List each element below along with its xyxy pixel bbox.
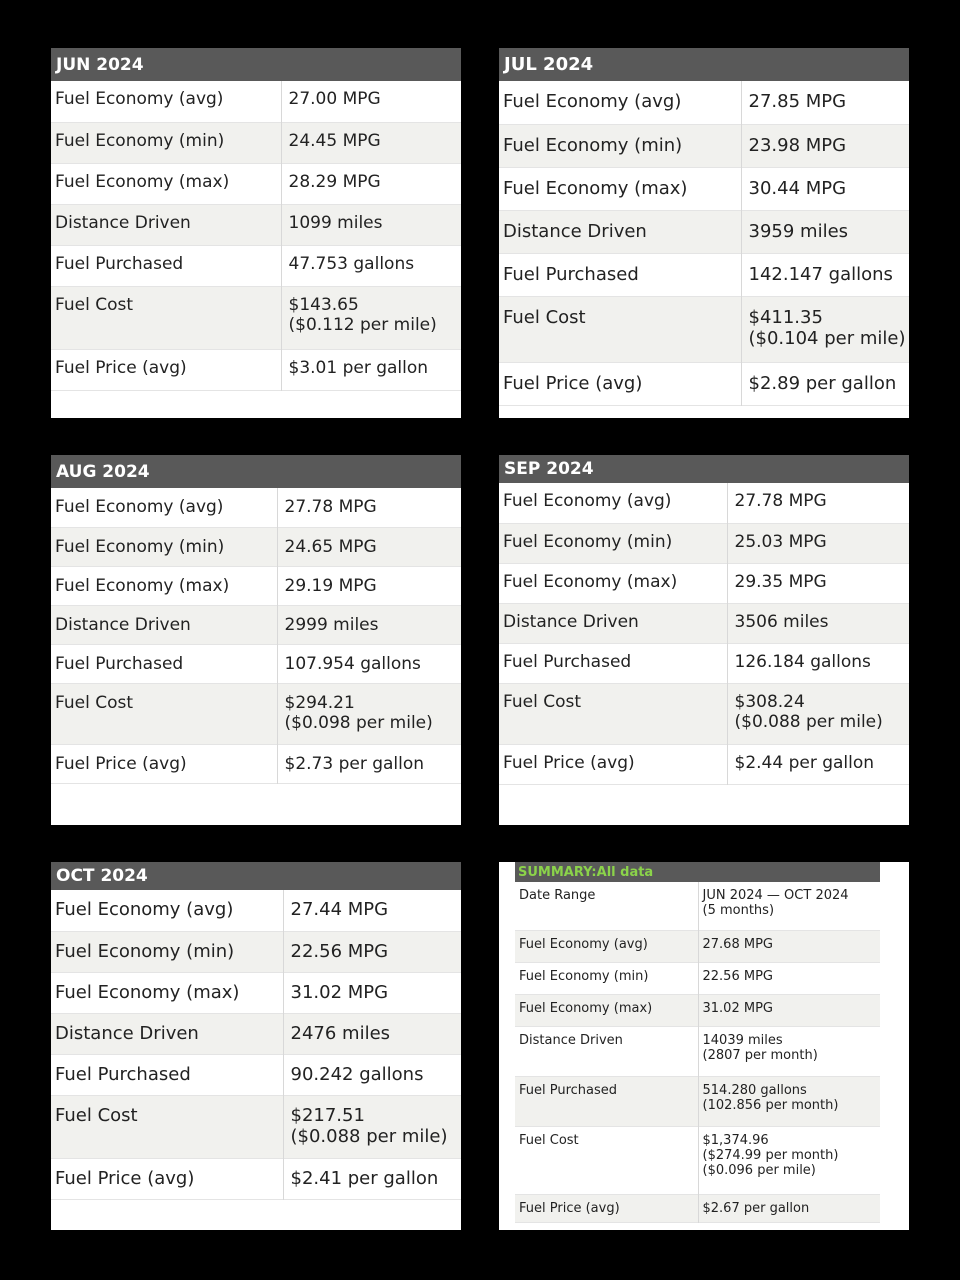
row-value: $2.67 per gallon — [698, 1194, 880, 1222]
row-label: Fuel Price (avg) — [55, 753, 187, 774]
row-value: $1,374.96 ($274.99 per month) ($0.096 per mile) — [698, 1126, 880, 1194]
row-value: $143.65 ($0.112 per mile) — [281, 286, 461, 349]
row-value: 3506 miles — [727, 603, 909, 643]
stats-table — [499, 483, 909, 785]
row-label: Fuel Economy (avg) — [55, 497, 224, 517]
row-label: Distance Driven — [499, 603, 727, 643]
row-label: Fuel Economy (min) — [51, 527, 277, 566]
row-value: 29.35 MPG — [727, 563, 909, 603]
row-label: Fuel Purchased — [55, 253, 184, 274]
stats-table — [51, 81, 461, 391]
table-row — [51, 1095, 461, 1158]
row-label: Distance Driven — [519, 1032, 623, 1048]
table-row — [51, 527, 461, 566]
row-value: $294.21 ($0.098 per mile) — [277, 683, 461, 744]
table-row — [51, 931, 461, 972]
row-label: Fuel Economy (min) — [499, 523, 727, 563]
row-label: Fuel Economy (max) — [55, 981, 240, 1003]
row-label: Fuel Cost — [499, 683, 727, 744]
summary-table — [515, 882, 880, 1223]
row-label: Fuel Purchased — [55, 653, 184, 674]
summary-card — [499, 862, 909, 1230]
row-value: 142.147 gallons — [741, 253, 909, 296]
card-title: OCT 2024 — [51, 862, 461, 890]
row-value: 25.03 MPG — [727, 523, 909, 563]
month-card-aug — [51, 455, 461, 825]
row-value: 3959 miles — [741, 210, 909, 253]
row-label: Fuel Economy (min) — [51, 931, 283, 972]
month-card-jun — [51, 48, 461, 418]
row-label: Fuel Cost — [519, 1132, 579, 1148]
month-card-oct — [51, 862, 461, 1230]
stats-table — [499, 81, 909, 406]
row-label: Date Range — [519, 888, 596, 903]
table-row — [499, 167, 909, 210]
row-value: 2999 miles — [277, 605, 461, 644]
table-row — [51, 605, 461, 644]
table-row — [499, 523, 909, 563]
row-label: Fuel Economy (min) — [519, 968, 649, 984]
row-value: $2.44 per gallon — [727, 744, 909, 784]
row-label: Fuel Purchased — [55, 1063, 191, 1085]
table-row — [499, 744, 909, 784]
row-label: Fuel Purchased — [515, 1076, 698, 1126]
row-label: Fuel Economy (max) — [503, 571, 678, 592]
table-row — [51, 566, 461, 605]
row-label: Fuel Economy (min) — [51, 122, 281, 163]
table-row — [51, 644, 461, 683]
row-value: 27.78 MPG — [277, 488, 461, 527]
row-label: Fuel Economy (max) — [55, 171, 230, 192]
table-row — [515, 962, 880, 994]
month-card-jul — [499, 48, 909, 418]
table-row — [51, 488, 461, 527]
table-row — [499, 362, 909, 405]
row-value: 24.45 MPG — [281, 122, 461, 163]
row-value: 90.242 gallons — [283, 1054, 461, 1095]
row-value: JUN 2024 — OCT 2024 (5 months) — [698, 882, 880, 930]
row-value: $2.73 per gallon — [277, 744, 461, 783]
table-row — [499, 683, 909, 744]
row-label: Fuel Cost — [499, 296, 741, 362]
card-title: SEP 2024 — [499, 455, 909, 483]
table-row — [499, 296, 909, 362]
table-row — [51, 122, 461, 163]
table-row — [51, 1054, 461, 1095]
table-row — [51, 1013, 461, 1054]
row-value: 126.184 gallons — [727, 643, 909, 683]
row-value: 30.44 MPG — [741, 167, 909, 210]
stats-table — [51, 488, 461, 784]
row-value: $2.89 per gallon — [741, 362, 909, 405]
row-value: 27.78 MPG — [727, 483, 909, 523]
row-label: Fuel Purchased — [503, 651, 632, 672]
row-label: Fuel Economy (min) — [499, 124, 741, 167]
row-label: Fuel Economy (avg) — [55, 89, 224, 109]
row-value: 27.68 MPG — [698, 930, 880, 962]
row-value: $217.51 ($0.088 per mile) — [283, 1095, 461, 1158]
row-label: Fuel Price (avg) — [55, 1167, 195, 1189]
row-label: Fuel Price (avg) — [515, 1194, 698, 1222]
table-row — [499, 253, 909, 296]
row-label: Fuel Cost — [51, 1095, 283, 1158]
row-value: 31.02 MPG — [283, 972, 461, 1013]
card-title: JUN 2024 — [51, 48, 461, 81]
table-row — [515, 994, 880, 1026]
card-title: AUG 2024 — [51, 455, 461, 488]
table-row — [499, 124, 909, 167]
row-label: Fuel Economy (max) — [515, 994, 698, 1026]
row-label: Fuel Economy (avg) — [55, 899, 234, 920]
row-value: 514.280 gallons (102.856 per month) — [698, 1076, 880, 1126]
table-row — [51, 163, 461, 204]
table-row — [515, 930, 880, 962]
table-row — [515, 1076, 880, 1126]
row-label: Fuel Economy (avg) — [515, 930, 698, 962]
row-label: Fuel Economy (max) — [503, 177, 688, 199]
row-value: 22.56 MPG — [283, 931, 461, 972]
card-title: JUL 2024 — [499, 48, 909, 81]
row-value: 14039 miles (2807 per month) — [698, 1026, 880, 1076]
table-row — [515, 882, 880, 930]
table-row — [499, 210, 909, 253]
row-label: Fuel Price (avg) — [503, 752, 635, 773]
row-label: Fuel Purchased — [503, 263, 639, 285]
row-value: 29.19 MPG — [277, 566, 461, 605]
row-value: 24.65 MPG — [277, 527, 461, 566]
table-row — [51, 81, 461, 122]
row-label: Fuel Economy (avg) — [503, 91, 682, 112]
summary-title: SUMMARY:All data — [515, 862, 880, 882]
row-value: $3.01 per gallon — [281, 349, 461, 390]
row-value: 47.753 gallons — [281, 245, 461, 286]
table-row — [51, 890, 461, 931]
row-label: Fuel Economy (max) — [55, 575, 230, 596]
row-value: 23.98 MPG — [741, 124, 909, 167]
row-value: 28.29 MPG — [281, 163, 461, 204]
table-row — [515, 1194, 880, 1222]
row-label: Distance Driven — [51, 605, 277, 644]
row-label: Fuel Cost — [51, 286, 281, 349]
row-label: Distance Driven — [51, 204, 281, 245]
table-row — [499, 81, 909, 124]
table-row — [51, 1158, 461, 1199]
row-value: 107.954 gallons — [277, 644, 461, 683]
row-value: 1099 miles — [281, 204, 461, 245]
table-row — [499, 603, 909, 643]
row-label: Fuel Price (avg) — [503, 372, 643, 394]
table-row — [499, 643, 909, 683]
row-value: 31.02 MPG — [698, 994, 880, 1026]
table-row — [51, 245, 461, 286]
row-label: Distance Driven — [499, 210, 741, 253]
row-label: Distance Driven — [51, 1013, 283, 1054]
stats-table — [51, 890, 461, 1200]
table-row — [51, 683, 461, 744]
row-value: 27.00 MPG — [281, 81, 461, 122]
table-row — [51, 204, 461, 245]
table-row — [499, 563, 909, 603]
row-label: Fuel Cost — [51, 683, 277, 744]
table-row — [515, 1126, 880, 1194]
table-row — [499, 483, 909, 523]
row-value: $308.24 ($0.088 per mile) — [727, 683, 909, 744]
table-row — [51, 972, 461, 1013]
row-value: $411.35 ($0.104 per mile) — [741, 296, 909, 362]
table-row — [51, 286, 461, 349]
row-value: 22.56 MPG — [698, 962, 880, 994]
row-label: Fuel Economy (avg) — [503, 491, 672, 511]
row-value: 27.44 MPG — [283, 890, 461, 931]
row-label: Fuel Price (avg) — [55, 357, 187, 378]
table-row — [51, 744, 461, 783]
table-row — [515, 1026, 880, 1076]
row-value: 2476 miles — [283, 1013, 461, 1054]
table-row — [51, 349, 461, 390]
row-value: 27.85 MPG — [741, 81, 909, 124]
row-value: $2.41 per gallon — [283, 1158, 461, 1199]
month-card-sep — [499, 455, 909, 825]
